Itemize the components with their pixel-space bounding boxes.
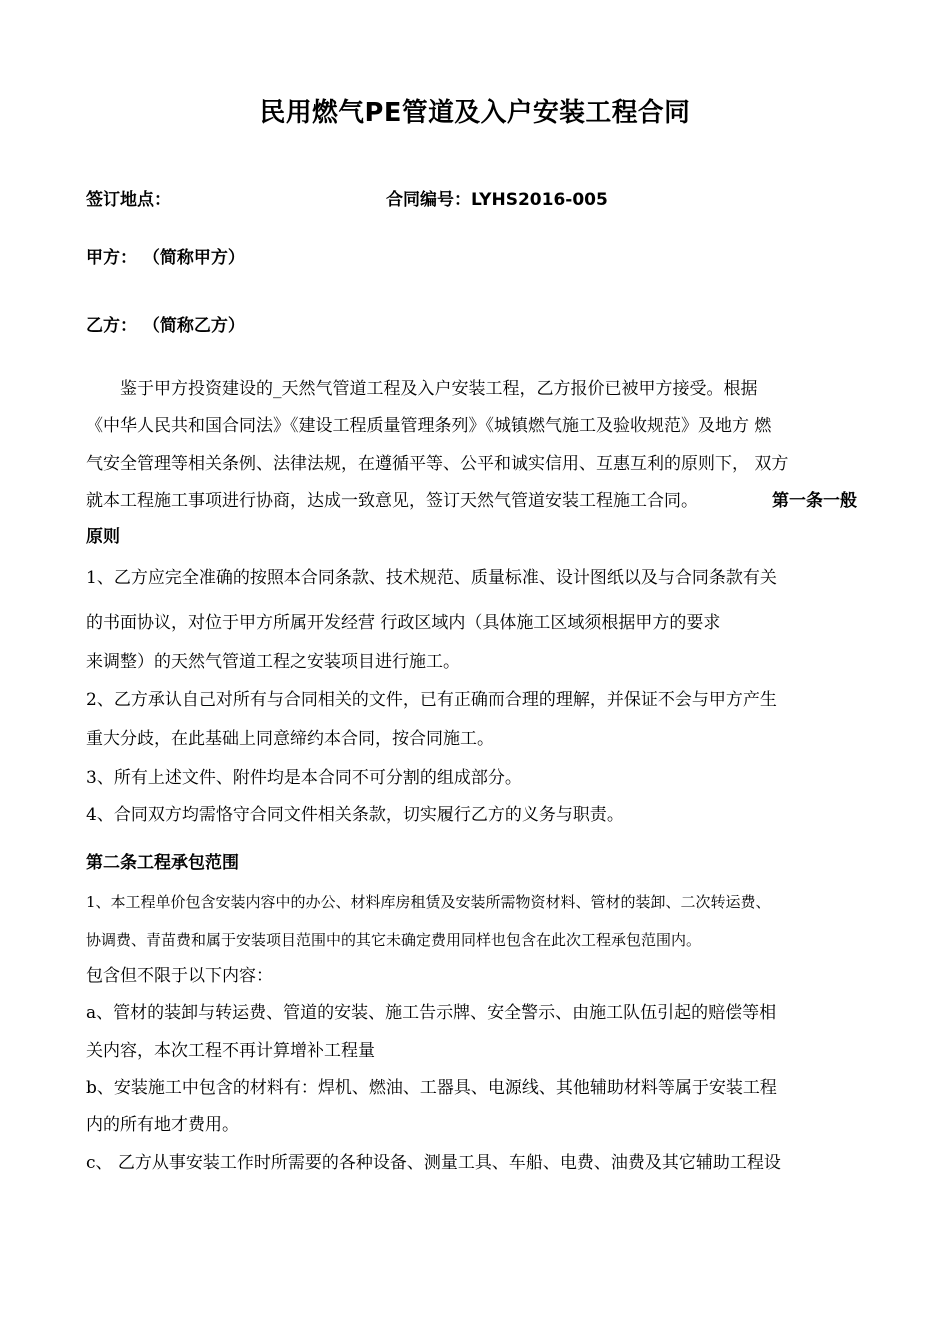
section2-a-line1: a、管材的装卸与转运费、管道的安装、施工告示牌、安全警示、由施工队伍引起的赔偿等相 — [86, 1003, 777, 1023]
preamble-line-2: 《中华人民共和国合同法》《建设工程质量管理条列》《城镇燃气施工及验收规范》及地方 燃 — [86, 416, 772, 436]
section2-item1-line1: 1、本工程单价包含安装内容中的办公、材料库房租赁及安装所需物资材料、管材的装卸、二次转运费、 — [86, 893, 771, 911]
party-a-line: 甲方： （简称甲方） — [86, 248, 245, 268]
section2-heading: 第二条工程承包范围 — [86, 853, 239, 873]
section2-c-line1: c、 乙方从事安装工作时所需要的各种设备、测量工具、车船、电费、油费及其它辅助工程设 — [86, 1153, 781, 1173]
section2-includes: 包含但不限于以下内容： — [86, 966, 273, 986]
section1-heading-part2: 原则 — [86, 527, 120, 547]
section1-item3: 3、所有上述文件、附件均是本合同不可分割的组成部分。 — [86, 768, 522, 788]
section2-item1-line2: 协调费、青苗费和属于安装项目范围中的其它未确定费用同样也包含在此次工程承包范围内。 — [86, 931, 702, 949]
preamble-line-1: 鉴于甲方投资建设的_天然气管道工程及入户安装工程，乙方报价已被甲方接受。根据 — [120, 379, 758, 399]
party-b-line: 乙方： （简称乙方） — [86, 316, 245, 336]
section1-item1-line3: 来调整）的天然气管道工程之安装项目进行施工。 — [86, 652, 460, 672]
section1-item2-line1: 2、乙方承认自己对所有与合同相关的文件，已有正确而合理的理解，并保证不会与甲方产生 — [86, 690, 777, 710]
section2-a-line2: 关内容，本次工程不再计算增补工程量 — [86, 1041, 375, 1061]
section2-b-line2: 内的所有地才费用。 — [86, 1115, 239, 1135]
section1-item1-line2: 的书面协议，对位于甲方所属开发经营 行政区域内（具体施工区域须根据甲方的要求 — [86, 613, 721, 633]
signing-place-label: 签订地点： — [86, 190, 171, 210]
section1-item2-line2: 重大分歧，在此基础上同意缔约本合同，按合同施工。 — [86, 729, 494, 749]
section2-b-line1: b、安装施工中包含的材料有：焊机、燃油、工器具、电源线、其他辅助材料等属于安装工程 — [86, 1078, 777, 1098]
preamble-line-3: 气安全管理等相关条例、法律法规，在遵循平等、公平和诚实信用、互惠互利的原则下， 双方 — [86, 454, 789, 474]
preamble-line-4: 就本工程施工事项进行协商，达成一致意见，签订天然气管道安装工程施工合同。 — [86, 491, 698, 511]
section1-item4: 4、合同双方均需恪守合同文件相关条款，切实履行乙方的义务与职责。 — [86, 805, 624, 825]
section1-heading-part1: 第一条一般 — [772, 491, 857, 511]
document-title: 民用燃气PE管道及入户安装工程合同 — [259, 98, 691, 128]
section1-item1-line1: 1、乙方应完全准确的按照本合同条款、技术规范、质量标准、设计图纸以及与合同条款有关 — [86, 568, 777, 588]
contract-number: 合同编号：LYHS2016-005 — [386, 190, 608, 210]
